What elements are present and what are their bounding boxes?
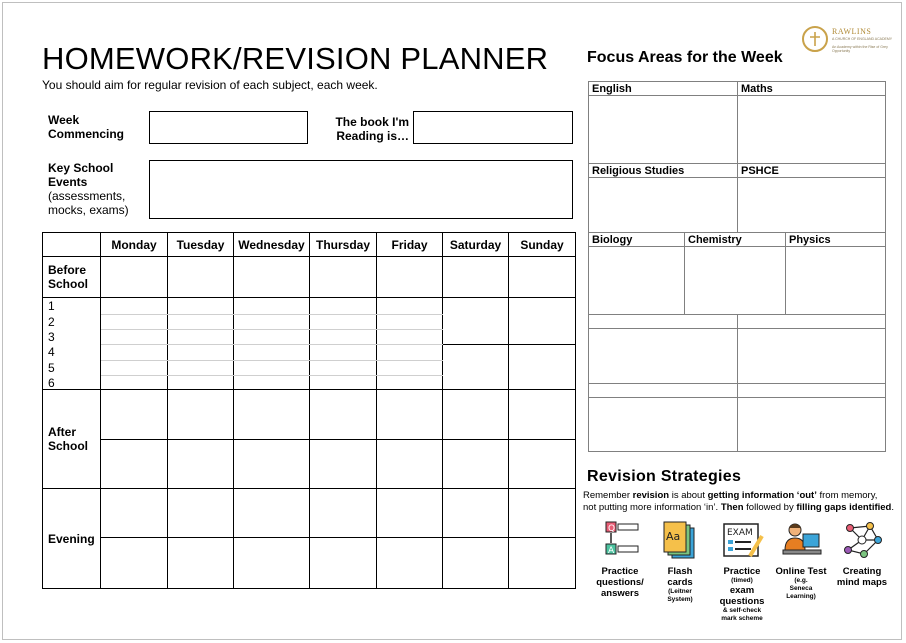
page-subtitle: You should aim for regular revision of each subject, each week. <box>42 78 378 92</box>
planner-cell[interactable] <box>310 538 377 589</box>
planner-cell[interactable] <box>310 489 377 538</box>
evening-row-2 <box>43 538 576 589</box>
strategy-online-test: Online Test (e.g. Seneca Learning) <box>768 520 834 601</box>
planner-cell[interactable] <box>377 538 443 589</box>
week-commencing-field[interactable] <box>149 111 308 144</box>
planner-cell[interactable] <box>234 440 310 489</box>
planner-cell[interactable] <box>168 440 234 489</box>
day-tuesday: Tuesday <box>168 233 234 257</box>
planner-cell[interactable] <box>509 489 576 538</box>
planner-cell[interactable] <box>101 440 168 489</box>
mind-map-icon <box>840 520 884 562</box>
svg-text:Aa: Aa <box>666 530 681 543</box>
focus-blank-4[interactable] <box>737 383 886 452</box>
revision-reminder-text: Remember revision is about getting information ‘out’ from memory, not putting more information ‘in’. Then followed by filling gaps identified. <box>583 490 894 513</box>
planner-cell[interactable] <box>310 390 377 440</box>
before-school-row <box>43 257 576 298</box>
planner-cell[interactable] <box>310 257 377 298</box>
key-events-label: Key School Events (assessments, mocks, exams) <box>48 161 129 217</box>
period-1-label: 1 <box>48 299 55 313</box>
focus-biology[interactable]: Biology <box>588 232 685 315</box>
strategy-flash-cards: Aa Flash cards (Leitner System) <box>647 520 713 604</box>
book-reading-field[interactable] <box>413 111 573 144</box>
focus-chemistry[interactable]: Chemistry <box>684 232 786 315</box>
planner-cell[interactable] <box>101 390 168 440</box>
planner-cell[interactable] <box>443 345 509 390</box>
period-5-label: 5 <box>48 361 55 375</box>
after-school-label: After School <box>43 390 101 489</box>
planner-cell[interactable] <box>509 390 576 440</box>
corner-cell <box>43 233 101 257</box>
logo-name: RAWLINS <box>832 27 872 36</box>
logo-tagline: An Academy within the Rise of Grey Opportunity <box>832 45 888 53</box>
school-logo <box>802 24 894 56</box>
before-school-label: Before School <box>43 257 101 298</box>
planner-cell[interactable] <box>101 257 168 298</box>
key-events-field[interactable] <box>149 160 573 219</box>
strategy-practice-exam: EXAM Practice (timed) exam questions & self-check mark scheme <box>709 520 775 623</box>
planner-cell[interactable] <box>234 538 310 589</box>
planner-cell[interactable] <box>509 345 576 390</box>
day-friday: Friday <box>377 233 443 257</box>
planner-cell[interactable] <box>443 390 509 440</box>
strategy-mind-maps: Creating mind maps <box>829 520 895 588</box>
planner-cell[interactable] <box>168 489 234 538</box>
book-reading-label: The book I'm Reading is… <box>335 115 409 143</box>
focus-english[interactable]: English <box>588 81 738 164</box>
planner-cell[interactable] <box>234 390 310 440</box>
planner-cell[interactable] <box>509 440 576 489</box>
planner-cell[interactable] <box>101 538 168 589</box>
planner-cell[interactable] <box>310 440 377 489</box>
focus-pshce[interactable]: PSHCE <box>737 163 886 233</box>
day-sunday: Sunday <box>509 233 576 257</box>
planner-cell[interactable] <box>443 298 509 345</box>
period-3-label: 3 <box>48 330 55 344</box>
logo-subline: A CHURCH OF ENGLAND ACADEMY <box>832 37 893 41</box>
focus-blank-3[interactable] <box>588 383 738 452</box>
focus-blank-2[interactable] <box>737 314 886 384</box>
school-seal-icon <box>802 26 828 52</box>
day-wednesday: Wednesday <box>234 233 310 257</box>
period-6-label: 6 <box>48 376 55 390</box>
planner-cell[interactable] <box>101 489 168 538</box>
planner-cell[interactable] <box>443 538 509 589</box>
focus-blank-1[interactable] <box>588 314 738 384</box>
planner-cell[interactable] <box>168 390 234 440</box>
revision-strategies-title: Revision Strategies <box>587 468 742 485</box>
planner-cell[interactable] <box>377 257 443 298</box>
day-monday: Monday <box>101 233 168 257</box>
flash-cards-icon <box>658 520 702 562</box>
periods-row-top <box>43 298 576 345</box>
focus-religious-studies[interactable]: Religious Studies <box>588 163 738 233</box>
planner-cell[interactable] <box>443 440 509 489</box>
planner-cell[interactable] <box>234 489 310 538</box>
svg-text:EXAM: EXAM <box>727 528 753 538</box>
focus-areas-title: Focus Areas for the Week <box>587 49 783 66</box>
planner-cell[interactable] <box>509 298 576 345</box>
day-thursday: Thursday <box>310 233 377 257</box>
practice-questions-icon <box>598 520 642 562</box>
planner-cell[interactable] <box>377 440 443 489</box>
period-2-label: 2 <box>48 315 55 329</box>
planner-cell[interactable] <box>443 257 509 298</box>
strategy-practice-questions: Q A Practice questions/ answers <box>587 520 653 599</box>
exam-paper-icon <box>720 520 764 562</box>
evening-row-1 <box>43 489 576 538</box>
planner-cell[interactable] <box>377 489 443 538</box>
planner-cell[interactable] <box>168 538 234 589</box>
planner-cell[interactable] <box>377 390 443 440</box>
focus-physics[interactable]: Physics <box>785 232 886 315</box>
week-commencing-label: Week Commencing <box>48 113 125 141</box>
planner-cell[interactable] <box>168 257 234 298</box>
svg-text:A: A <box>608 546 615 556</box>
online-test-icon <box>779 520 823 562</box>
evening-label: Evening <box>43 489 101 589</box>
periods-label-cell <box>43 298 101 390</box>
svg-text:Q: Q <box>608 524 616 534</box>
planner-header-row <box>43 233 576 257</box>
after-school-row-2 <box>43 440 576 489</box>
planner-cell[interactable] <box>509 538 576 589</box>
after-school-row-1 <box>43 390 576 440</box>
focus-maths[interactable]: Maths <box>737 81 886 164</box>
planner-cell[interactable] <box>234 257 310 298</box>
page-title: HOMEWORK/REVISION PLANNER <box>42 41 549 76</box>
planner-cell[interactable] <box>443 489 509 538</box>
planner-cell[interactable] <box>509 257 576 298</box>
weekly-planner-table <box>42 232 576 589</box>
period-4-label: 4 <box>48 345 55 359</box>
day-saturday: Saturday <box>443 233 509 257</box>
